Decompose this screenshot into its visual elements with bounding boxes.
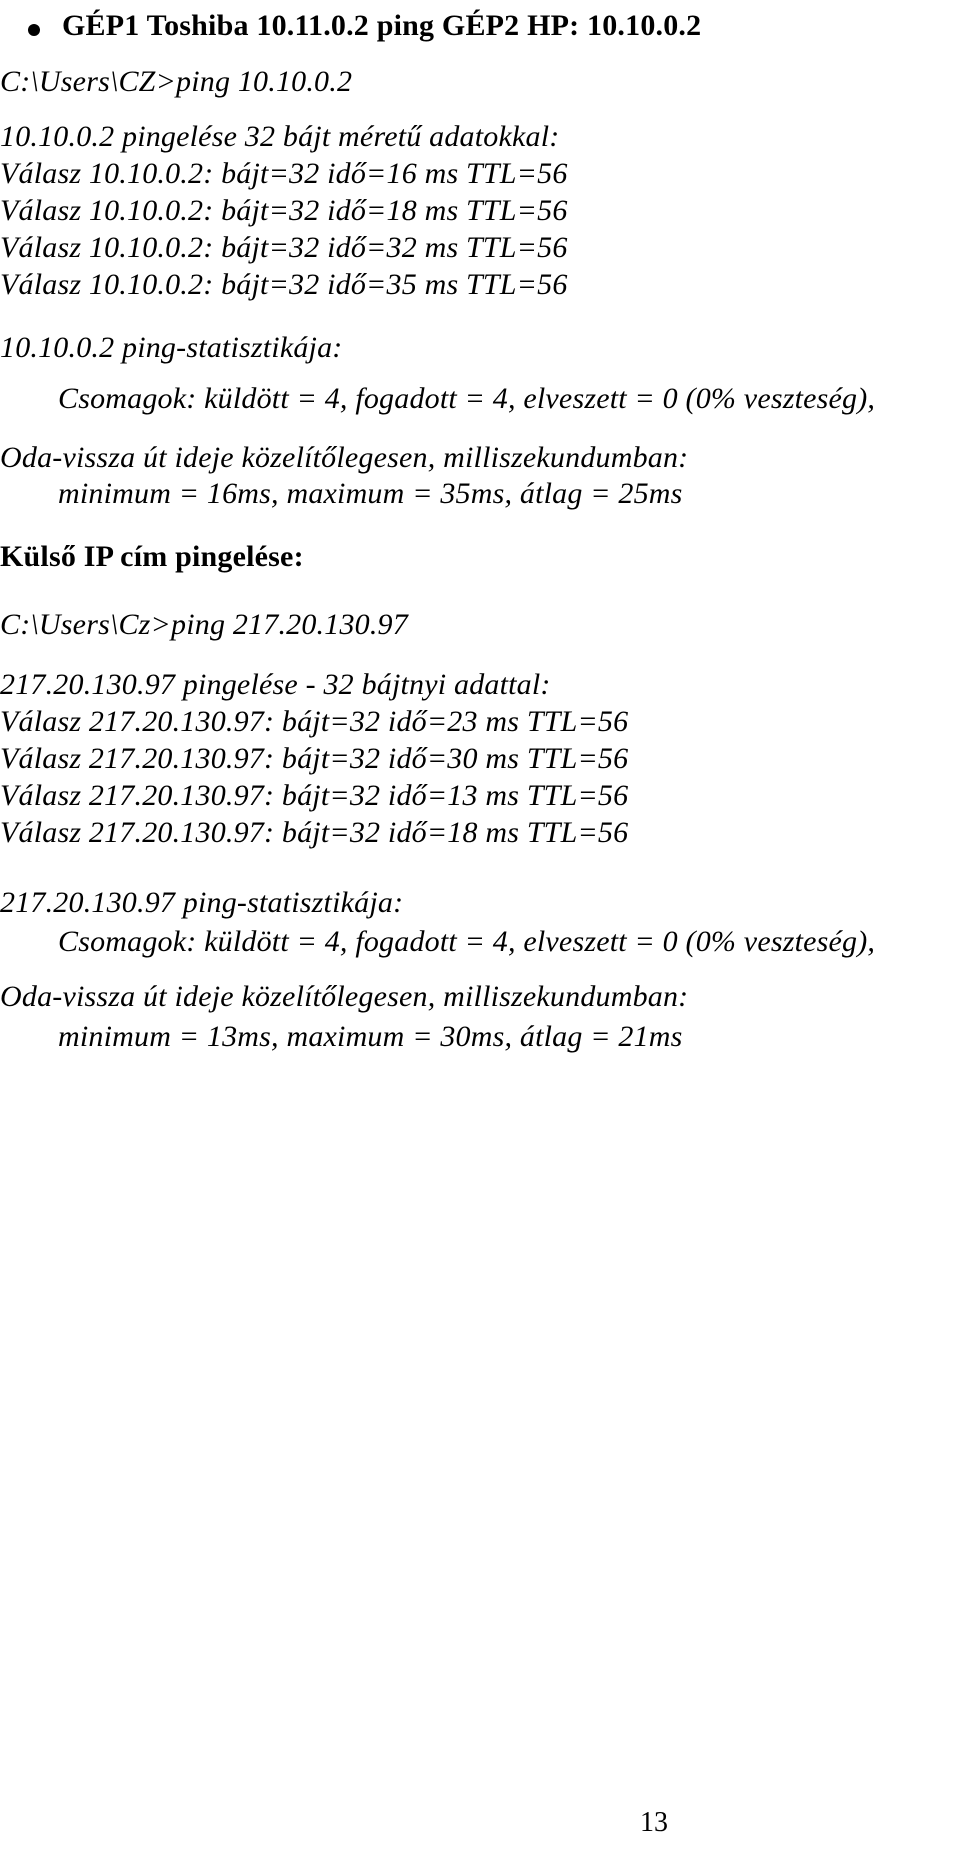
section-1-reply-1: Válasz 10.10.0.2: bájt=32 idő=16 ms TTL=56 <box>0 157 568 190</box>
section-2-stats-title: 217.20.130.97 ping-statisztikája: <box>0 886 404 919</box>
section-1-packets: Csomagok: küldött = 4, fogadott = 4, elveszett = 0 (0% veszteség), <box>58 382 876 415</box>
section-1-reply-3: Válasz 10.10.0.2: bájt=32 idő=32 ms TTL=56 <box>0 231 568 264</box>
section-2-reply-4: Válasz 217.20.130.97: bájt=32 idő=18 ms TTL=56 <box>0 816 629 849</box>
section-2-rtt-title: Oda-vissza út ideje közelítőlegesen, milliszekundumban: <box>0 980 689 1013</box>
section-2-heading: Külső IP cím pingelése: <box>0 540 304 573</box>
section-2-rtt-values: minimum = 13ms, maximum = 30ms, átlag = 21ms <box>58 1020 683 1053</box>
section-1-rtt-title: Oda-vissza út ideje közelítőlegesen, milliszekundumban: <box>0 441 689 474</box>
section-1-heading: GÉP1 Toshiba 10.11.0.2 ping GÉP2 HP: 10.10.0.2 <box>62 9 702 42</box>
section-2-reply-3: Válasz 217.20.130.97: bájt=32 idő=13 ms TTL=56 <box>0 779 629 812</box>
section-1-command: C:\Users\CZ>ping 10.10.0.2 <box>0 65 353 98</box>
section-2-reply-1: Válasz 217.20.130.97: bájt=32 idő=23 ms TTL=56 <box>0 705 629 738</box>
section-2-reply-2: Válasz 217.20.130.97: bájt=32 idő=30 ms TTL=56 <box>0 742 629 775</box>
section-1-heading-item <box>0 4 960 44</box>
section-2-packets: Csomagok: küldött = 4, fogadott = 4, elveszett = 0 (0% veszteség), <box>58 925 876 958</box>
page-number: 13 <box>640 1807 668 1838</box>
section-1-reply-2: Válasz 10.10.0.2: bájt=32 idő=18 ms TTL=56 <box>0 194 568 227</box>
section-1-rtt-values: minimum = 16ms, maximum = 35ms, átlag = 25ms <box>58 477 683 510</box>
section-2-intro: 217.20.130.97 pingelése - 32 bájtnyi adattal: <box>0 668 551 701</box>
section-2-command: C:\Users\Cz>ping 217.20.130.97 <box>0 608 408 641</box>
section-1-intro: 10.10.0.2 pingelése 32 bájt méretű adatokkal: <box>0 120 560 153</box>
bullet-icon <box>28 24 40 36</box>
section-1-stats-title: 10.10.0.2 ping-statisztikája: <box>0 331 343 364</box>
section-1-reply-4: Válasz 10.10.0.2: bájt=32 idő=35 ms TTL=56 <box>0 268 568 301</box>
